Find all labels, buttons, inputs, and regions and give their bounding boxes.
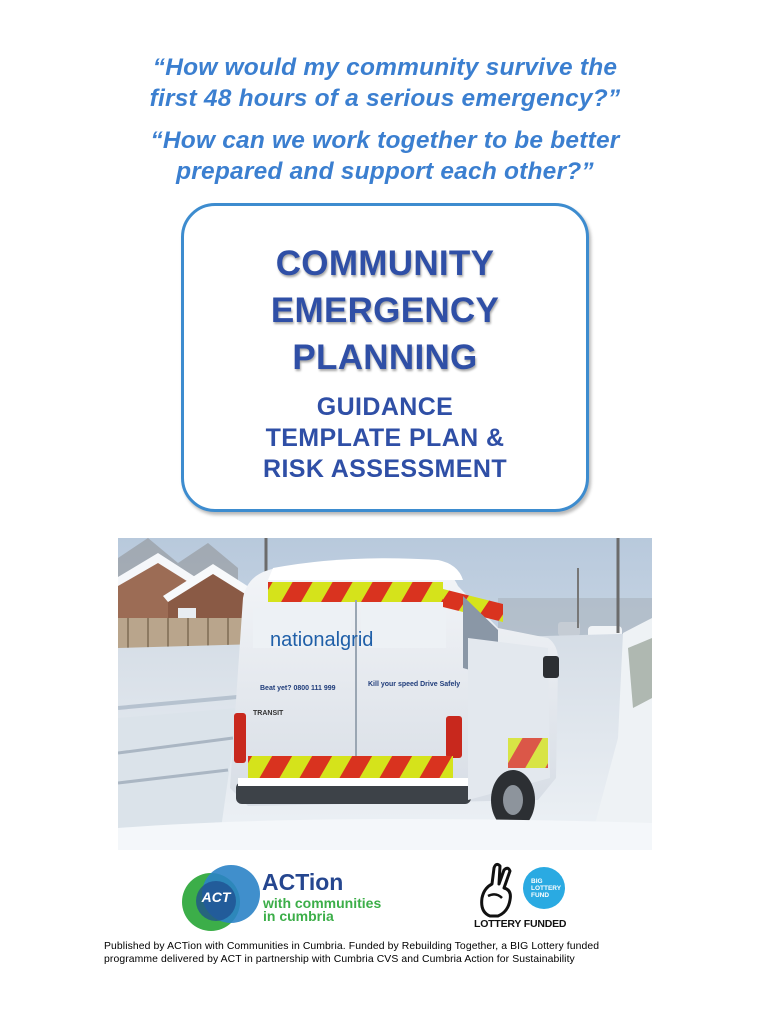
sub-title-line1: GUIDANCE <box>316 393 454 421</box>
big-lottery-fund-badge <box>523 867 565 909</box>
sub-title-line3: RISK ASSESSMENT <box>262 455 507 483</box>
act-subtitle-line2: in cumbria <box>263 908 334 924</box>
main-title <box>184 240 586 381</box>
act-subtitle <box>263 897 381 923</box>
lottery-funded-label: LOTTERY FUNDED <box>474 918 567 930</box>
quote-work-together-line2: prepared and support each other?” <box>176 158 594 185</box>
quote-work-together <box>0 125 770 187</box>
quote-survive-line2: first 48 hours of a serious emergency?” <box>149 85 621 112</box>
main-title-line1: COMMUNITY <box>275 244 495 283</box>
lottery-circle-line1: BIG <box>531 878 543 885</box>
main-title-line2: EMERGENCY <box>270 291 500 330</box>
act-subtitle-line1: with communities <box>263 895 382 911</box>
main-title-line3: PLANNING <box>292 338 478 377</box>
quote-work-together-line1: “How can we work together to be better <box>150 127 620 154</box>
lottery-funded-logo <box>470 862 580 934</box>
footer-line2: programme delivered by ACT in partnership with Cumbria CVS and Cumbria Action for Sustainability <box>104 953 575 965</box>
footer-line1: Published by ACTion with Communities in Cumbria. Funded by Rebuilding Together, a BIG Lottery funded <box>104 941 600 952</box>
crossed-fingers-icon <box>472 862 522 918</box>
sub-title <box>184 392 586 485</box>
act-badge-text: ACT <box>201 889 231 905</box>
van-text-right: Kill your speed Drive Safely <box>368 681 461 688</box>
van-brand-text: nationalgrid <box>270 629 374 651</box>
lottery-circle-line3: FUND <box>531 892 550 899</box>
action-with-communities-logo <box>182 865 392 935</box>
quote-survive <box>0 52 770 114</box>
van-text-left: Beat yet? 0800 111 999 <box>260 685 336 692</box>
sub-title-line2: TEMPLATE PLAN & <box>265 424 505 452</box>
lottery-circle-line2: LOTTERY <box>531 885 562 892</box>
publication-footer <box>104 941 664 966</box>
snowy-van-photo <box>118 538 652 850</box>
van-plate-text: TRANSIT <box>253 710 284 717</box>
title-box <box>181 203 589 512</box>
act-wordmark: ACTion <box>262 869 344 895</box>
quote-survive-line1: “How would my community survive the <box>152 54 618 81</box>
